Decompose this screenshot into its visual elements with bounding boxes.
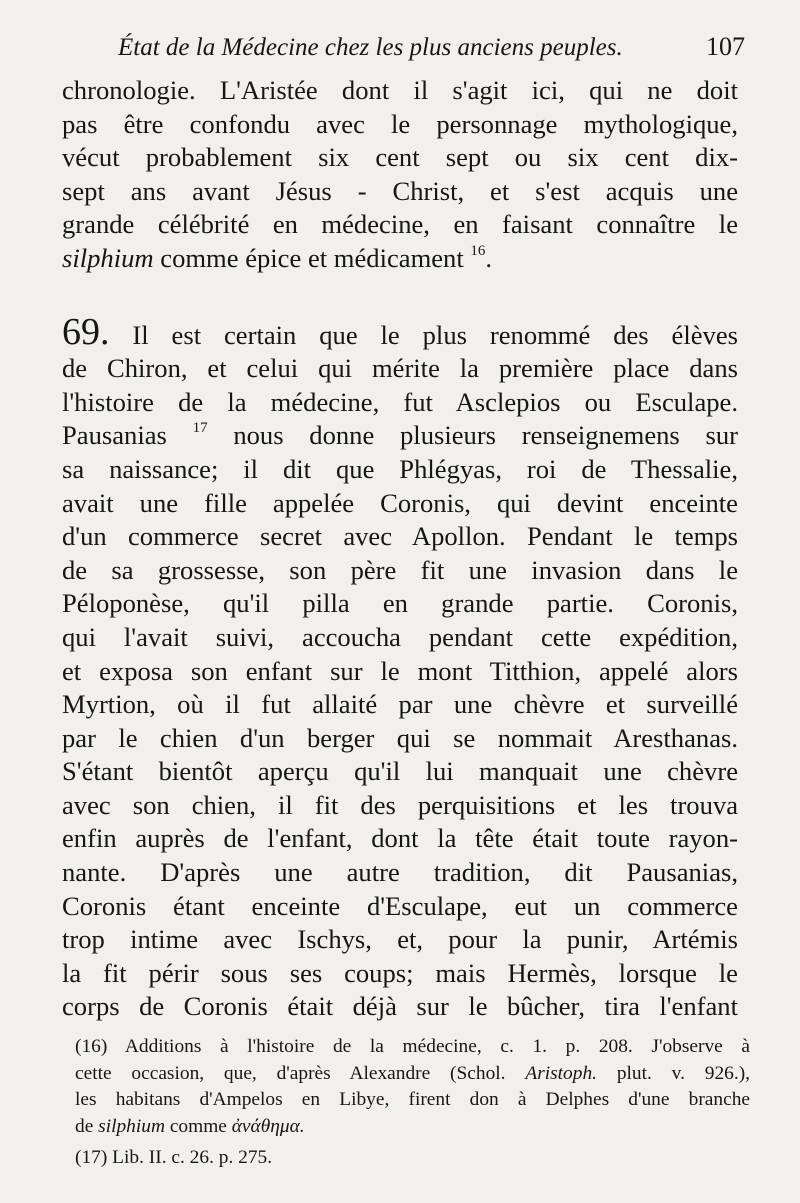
text-span: nous donne plusieurs renseignemens sur — [207, 420, 739, 451]
text-line: pas être confondu avec le personnage mythologique, — [62, 108, 738, 139]
text-span: . — [485, 242, 493, 273]
text-line: avait une fille appelée Coronis, qui devint enceinte — [62, 487, 738, 518]
footnote-ref: 17 — [192, 420, 208, 437]
text-line: par le chien d'un berger qui se nommait Aresthanas. — [62, 722, 738, 753]
running-title: État de la Médecine chez les plus anciens peuples. — [118, 34, 623, 61]
running-header — [110, 34, 745, 68]
footnote-ref: 16 — [470, 242, 486, 259]
text-line — [62, 310, 738, 353]
text-span: comme — [164, 1116, 232, 1138]
main-text — [62, 74, 738, 1024]
text-line: sept ans avant Jésus - Christ, et s'est acquis une — [62, 175, 738, 206]
text-line: chronologie. L'Aristée dont il s'agit ici, qui ne doit — [62, 75, 738, 105]
text-span: plut. v. 926.), — [597, 1062, 751, 1084]
footnote-line — [75, 1114, 750, 1141]
text-line: Péloponèse, qu'il pilla en grande partie. Coronis, — [62, 588, 738, 619]
text-span: Il est certain que le plus renommé des élèves — [109, 319, 738, 350]
text-line: Myrtion, où il fut allaité par une chèvre et surveillé — [62, 689, 738, 720]
italic-term: silphium — [98, 1116, 165, 1138]
paragraph-gap — [62, 276, 738, 319]
text-line: et exposa son enfant sur le mont Titthion, appelé alors — [62, 655, 738, 686]
text-line: de sa grossesse, son père fit une invasion dans le — [62, 554, 738, 585]
italic-term: silphium — [62, 242, 154, 273]
text-line: Coronis étant enceinte d'Esculape, eut un commerce — [62, 890, 738, 921]
text-line: sa naissance; il dit que Phlégyas, roi de Thessalie, — [62, 453, 738, 484]
text-line: nante. D'après une autre tradition, dit Pausanias, — [62, 857, 738, 888]
text-line: trop intime avec Ischys, et, pour la punir, Artémis — [62, 924, 738, 955]
text-line: qui l'avait suivi, accoucha pendant cette expédition, — [62, 621, 738, 652]
text-line — [62, 419, 738, 453]
greek-word: ἀνάθημα. — [231, 1116, 305, 1138]
text-span: de — [75, 1116, 99, 1138]
text-span: cette occasion, que, d'après Alexandre (Schol. — [75, 1062, 526, 1084]
footnote-line: (16) Additions à l'histoire de la médecine, c. 1. p. 208. J'observe à — [75, 1036, 750, 1057]
text-line: l'histoire de la médecine, fut Asclepios ou Esculape. — [62, 386, 738, 417]
text-line: corps de Coronis était déjà sur le bûcher, tira l'enfant — [62, 991, 738, 1022]
text-line — [62, 242, 738, 276]
footnotes — [75, 1034, 750, 1171]
paragraph-number: 69. — [62, 310, 110, 353]
text-line: S'étant bientôt aperçu qu'il lui manquait une chèvre — [62, 756, 738, 787]
text-span: Pausanias — [62, 420, 193, 451]
footnote-line: les habitans d'Ampelos en Libye, firent don à Delphes d'une branche — [75, 1089, 750, 1111]
text-line: grande célébrité en médecine, en faisant connaître le — [62, 209, 738, 240]
text-line: enfin auprès de l'enfant, dont la tête était toute rayon- — [62, 823, 738, 854]
text-line: avec son chien, il fit des perquisitions et les trouva — [62, 789, 738, 820]
text-line: d'un commerce secret avec Apollon. Pendant le temps — [62, 521, 738, 552]
page-number: 107 — [706, 32, 745, 61]
text-span: comme épice et médicament — [153, 242, 471, 273]
text-line: vécut probablement six cent sept ou six cent dix- — [62, 142, 738, 173]
footnote-line — [75, 1061, 750, 1088]
italic-term: Aristoph. — [525, 1062, 597, 1084]
text-line: la fit périr sous ses coups; mais Hermès, lorsque le — [62, 957, 738, 988]
text-line: de Chiron, et celui qui mérite la première place dans — [62, 353, 738, 384]
footnote-line: (17) Lib. II. c. 26. p. 275. — [75, 1146, 273, 1168]
